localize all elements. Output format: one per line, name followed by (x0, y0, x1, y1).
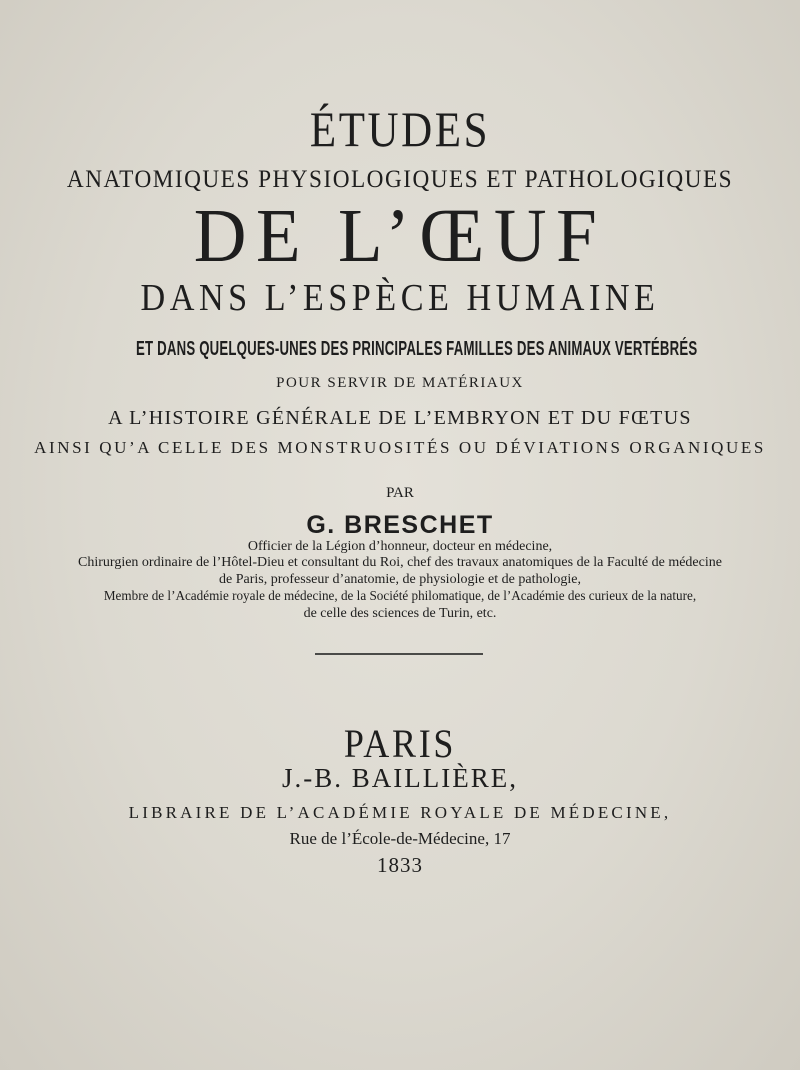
subtitle-pour-servir: POUR SERVIR DE MATÉRIAUX (276, 375, 524, 391)
publisher-title: LIBRAIRE DE L’ACADÉMIE ROYALE DE MÉDECINE, (128, 803, 672, 822)
author-name: G. BRESCHET (306, 511, 494, 539)
publisher-name: J.-B. BAILLIÈRE, (282, 763, 518, 793)
author-qualification: Membre de l’Académie royale de médecine, de la Société philomatique, de l’Académie des curieux de la nature, (103, 589, 697, 604)
subtitle-histoire: A L’HISTOIRE GÉNÉRALE DE L’EMBRYON ET DU FŒTUS (108, 407, 692, 429)
imprint-city: PARIS (343, 721, 457, 766)
author-qualification: de Paris, professeur d’anatomie, de physiologie et de pathologie, (219, 572, 581, 587)
author-qualification: Chirurgien ordinaire de l’Hôtel-Dieu et consultant du Roi, chef des travaux anatomiques de la Faculté de médecine (78, 555, 722, 570)
title-animaux-vertebres: ET DANS QUELQUES-UNES DES PRINCIPALES FAMILLES DES ANIMAUX VERTÉBRÉS (136, 338, 698, 360)
title-anatomiques: ANATOMIQUES PHYSIOLOGIQUES ET PATHOLOGIQUES (66, 166, 734, 193)
title-espece-humaine: DANS L’ESPÈCE HUMAINE (140, 277, 660, 319)
by-label: PAR (386, 485, 414, 501)
publisher-address: Rue de l’École-de-Médecine, 17 (289, 829, 511, 848)
subtitle-monstruosites: AINSI QU’A CELLE DES MONSTRUOSITÉS OU DÉVIATIONS ORGANIQUES (34, 438, 766, 457)
publication-year: 1833 (377, 853, 423, 877)
title-etudes: ÉTUDES (309, 101, 491, 157)
author-qualification: de celle des sciences de Turin, etc. (303, 606, 497, 621)
divider-rule (315, 653, 483, 655)
author-qualification: Officier de la Légion d’honneur, docteur en médecine, (247, 539, 553, 554)
title-de-l-oeuf: DE L’ŒUF (193, 194, 607, 278)
